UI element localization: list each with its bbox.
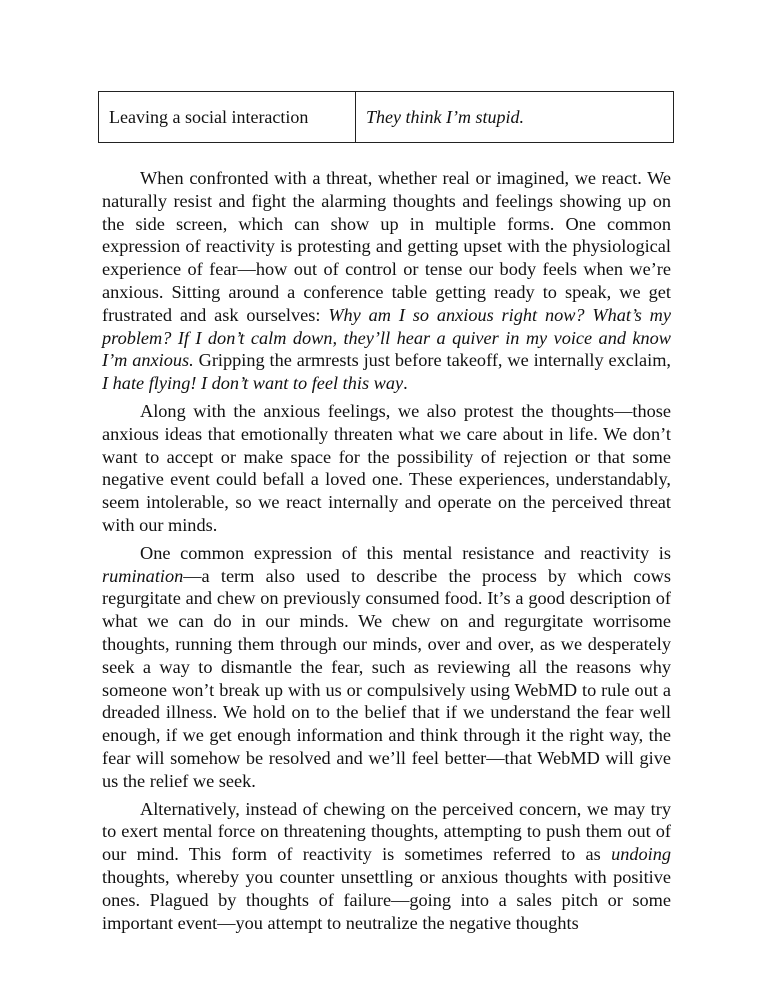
italic-text-run: undoing <box>611 844 671 865</box>
paragraph <box>102 542 671 793</box>
text-run: thoughts, whereby you counter unsettling or anxious thoughts with positive ones. Plagued by thoughts of failure—going into a sales pitch or some important event—you attempt to neutralize the negative thoughts <box>102 866 671 933</box>
body-text <box>102 167 671 939</box>
paragraph <box>102 167 671 395</box>
paragraph <box>102 400 671 537</box>
text-run: Alternatively, instead of chewing on the perceived concern, we may try to exert mental force on threatening thoughts, attempting to push them out of our mind. This form of reactivity is sometimes referred to as <box>102 798 671 865</box>
situation-cell: Leaving a social interaction <box>99 92 356 143</box>
text-run: —a term also used to describe the process by which cows regurgitate and chew on previously consumed food. It’s a good description of what we can do in our minds. We chew on and regurgitate worrisome thoughts, running them through our minds, over and over, as we desperately seek a way to dismantle the fear, such as reviewing all the reasons why someone won’t break up with us or compulsively using WebMD to rule out a dreaded illness. We hold on to the belief that if we understand the fear well enough, if we get enough information and think through it the right way, the fear will somehow be resolved and we’ll feel better—that WebMD will give us the relief we seek. <box>102 565 671 791</box>
text-run: Along with the anxious feelings, we also protest the thoughts—those anxious ideas that emotionally threaten what we care about in life. We don’t want to accept or make space for the possibility of rejection or that some negative event could befall a loved one. These experiences, understandably, seem intolerable, so we react internally and operate on the perceived threat with our minds. <box>102 400 671 535</box>
italic-text-run: rumination <box>102 565 184 586</box>
table-row <box>99 92 674 143</box>
paragraph <box>102 798 671 935</box>
italic-text-run: Why am I so anxious right now? What’s my problem? If I don’t calm down, they’ll hear a quiver in my voice and know I’m anxious. <box>102 304 671 371</box>
situation-thought-table <box>98 91 674 143</box>
text-run: One common expression of this mental resistance and reactivity is <box>140 542 671 563</box>
thought-cell: They think I’m stupid. <box>356 92 674 143</box>
text-run: . <box>403 373 408 394</box>
text-run: Gripping the armrests just before takeoff, we internally exclaim, <box>193 350 671 371</box>
italic-text-run: I hate flying! I don’t want to feel this way <box>102 373 404 394</box>
text-run: When confronted with a threat, whether real or imagined, we react. We naturally resist and fight the alarming thoughts and feelings showing up on the side screen, which can show up in multiple forms. One common expression of reactivity is protesting and getting upset with the physiological experience of fear—how out of control or tense our body feels when we’re anxious. Sitting around a conference table getting ready to speak, we get frustrated and ask ourselves: <box>102 168 671 325</box>
